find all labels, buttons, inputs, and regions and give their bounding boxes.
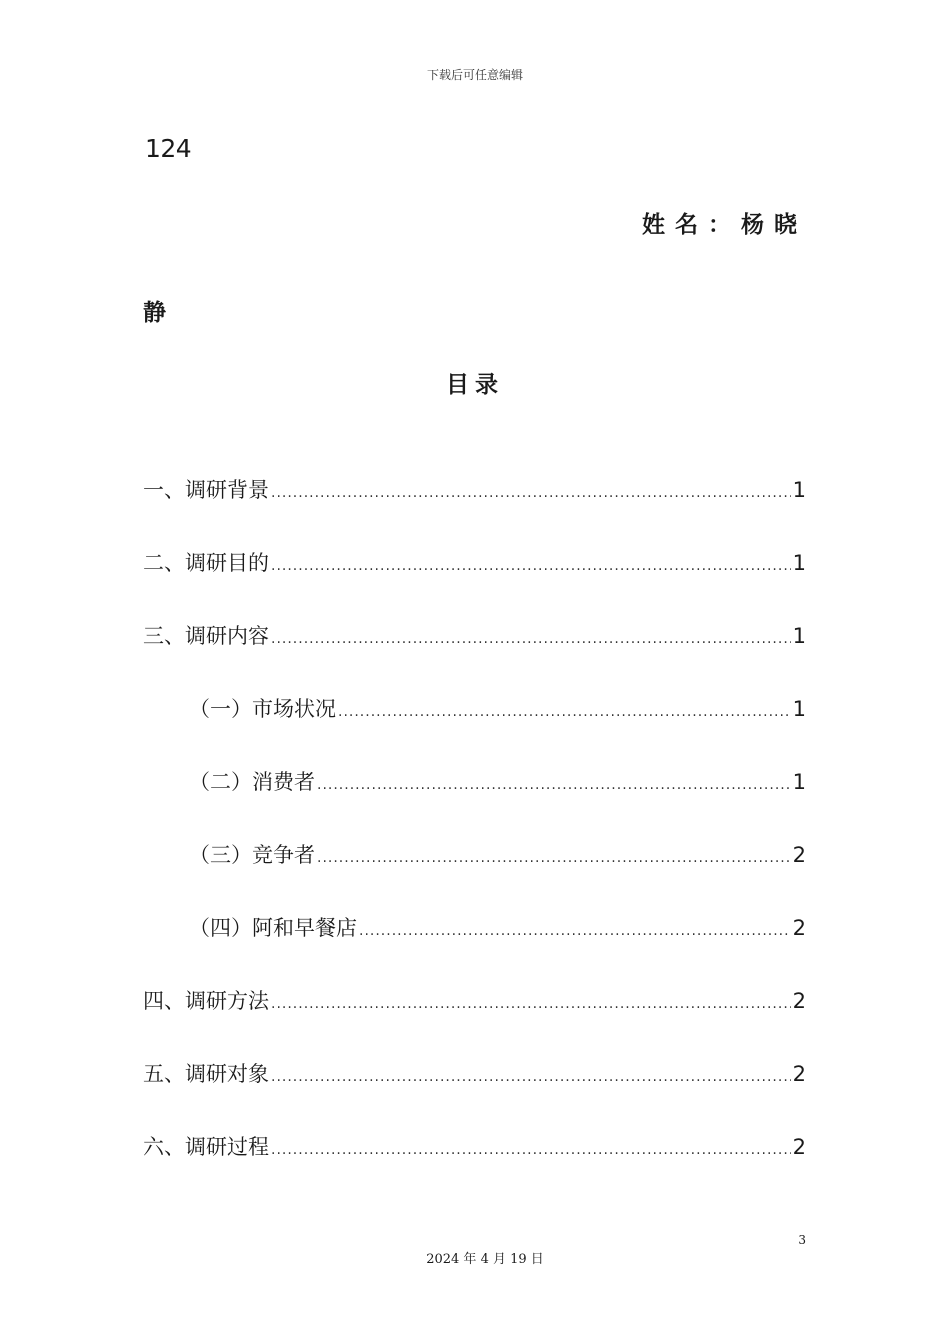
toc-entry-label: 六、调研过程: [143, 1135, 269, 1159]
toc-leader-dots: [317, 841, 791, 875]
toc-leader-dots: [338, 695, 791, 729]
toc-entry[interactable]: [143, 838, 806, 911]
toc-entry-label: 四、调研方法: [143, 989, 269, 1013]
header-note: 下载后可任意编辑: [426, 68, 523, 82]
toc-entry-page: 1: [792, 697, 806, 721]
toc-entry[interactable]: [143, 473, 806, 546]
toc-entry[interactable]: [143, 1057, 806, 1130]
author-name-line: 姓名：杨晓: [642, 212, 807, 238]
toc-entry-label: 二、调研目的: [143, 551, 269, 575]
toc-entry-label: 五、调研对象: [143, 1062, 269, 1086]
toc-entry-page: 2: [792, 1062, 806, 1086]
footer-date: 2024 年 4 月 19 日: [426, 1252, 544, 1267]
toc-entry-page: 1: [792, 770, 806, 794]
footer-page-number: 3: [798, 1233, 806, 1247]
toc-leader-dots: [317, 768, 791, 802]
toc-leader-dots: [271, 622, 791, 656]
toc-entry-page: 2: [792, 989, 806, 1013]
toc-entry[interactable]: [143, 984, 806, 1057]
toc-entry-page: 1: [792, 478, 806, 502]
toc-entry[interactable]: [143, 619, 806, 692]
toc-entry-page: 1: [792, 551, 806, 575]
toc-leader-dots: [359, 914, 791, 948]
toc-leader-dots: [271, 549, 791, 583]
toc-entry-page: 2: [792, 843, 806, 867]
toc-entry[interactable]: [143, 692, 806, 765]
toc-entry-label: 三、调研内容: [143, 624, 269, 648]
toc-title: 目录: [446, 372, 504, 398]
toc-entry-page: 2: [792, 1135, 806, 1159]
toc-entry-label: （二）消费者: [189, 770, 315, 794]
toc-entry[interactable]: [143, 765, 806, 838]
toc-entry-label: （三）竞争者: [189, 843, 315, 867]
toc-entry[interactable]: [143, 1130, 806, 1203]
toc-leader-dots: [271, 1060, 791, 1094]
toc-entry[interactable]: [143, 546, 806, 619]
toc-entry[interactable]: [143, 911, 806, 984]
author-name-continuation: 静: [143, 300, 166, 326]
toc-entry-page: 1: [792, 624, 806, 648]
toc-entry-label: （一）市场状况: [189, 697, 336, 721]
toc-entry-label: 一、调研背景: [143, 478, 269, 502]
toc-entry-page: 2: [792, 916, 806, 940]
toc-leader-dots: [271, 1133, 791, 1167]
table-of-contents: [143, 473, 806, 1203]
toc-leader-dots: [271, 987, 791, 1021]
toc-entry-label: （四）阿和早餐店: [189, 916, 357, 940]
toc-leader-dots: [271, 476, 791, 510]
page-reference: 124: [145, 134, 192, 163]
